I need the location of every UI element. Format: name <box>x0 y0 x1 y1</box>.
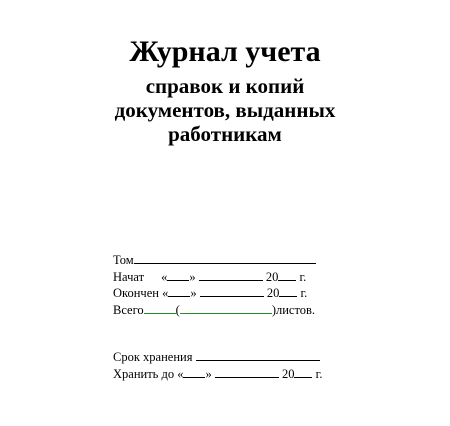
year-suffix: г. <box>300 286 308 300</box>
quote-close: » <box>189 269 196 284</box>
total-words-blank[interactable] <box>180 302 272 314</box>
journal-title: Журнал учета <box>129 35 321 68</box>
paren-open: ( <box>175 302 180 317</box>
sheets-label: листов. <box>276 302 316 317</box>
journal-subtitle <box>0 74 450 146</box>
started-day-blank[interactable] <box>167 269 189 281</box>
volume-blank[interactable] <box>134 252 316 264</box>
started-year-blank[interactable] <box>278 269 296 281</box>
started-line <box>113 269 322 286</box>
total-count-blank[interactable] <box>144 302 176 314</box>
retention-blank[interactable] <box>196 349 320 361</box>
subtitle-line: работникам <box>168 122 282 146</box>
finished-label: Окончен <box>113 286 159 300</box>
started-label: Начат <box>113 269 145 284</box>
finished-line <box>113 285 322 302</box>
started-month-blank[interactable] <box>199 269 263 281</box>
year-prefix: 20 <box>266 286 280 300</box>
finished-day-blank[interactable] <box>168 285 190 297</box>
volume-line <box>113 252 322 269</box>
subtitle-line: справок и копий <box>145 74 305 98</box>
quote-close: » <box>190 286 197 300</box>
keep-day-blank[interactable] <box>183 366 205 378</box>
registration-form <box>113 252 322 382</box>
year-suffix: г. <box>299 269 307 284</box>
year-prefix: 20 <box>281 366 295 381</box>
quote-open: « <box>162 286 169 300</box>
retention-line <box>113 349 322 366</box>
keep-year-blank[interactable] <box>294 366 312 378</box>
keep-until-label: Хранить до <box>113 366 175 381</box>
total-label: Всего <box>113 302 144 317</box>
volume-label: Том <box>113 253 134 267</box>
keep-month-blank[interactable] <box>215 366 279 378</box>
year-prefix: 20 <box>265 269 279 284</box>
quote-close: » <box>205 366 212 381</box>
paren-close: ) <box>271 302 276 317</box>
total-line <box>113 302 322 319</box>
finished-month-blank[interactable] <box>200 285 264 297</box>
year-suffix: г. <box>315 366 323 381</box>
keep-until-line <box>113 366 322 383</box>
quote-open: « <box>177 366 184 381</box>
subtitle-line: документов, выданных <box>114 98 336 122</box>
retention-label: Срок хранения <box>113 350 193 364</box>
quote-open: « <box>161 269 168 284</box>
finished-year-blank[interactable] <box>279 285 297 297</box>
